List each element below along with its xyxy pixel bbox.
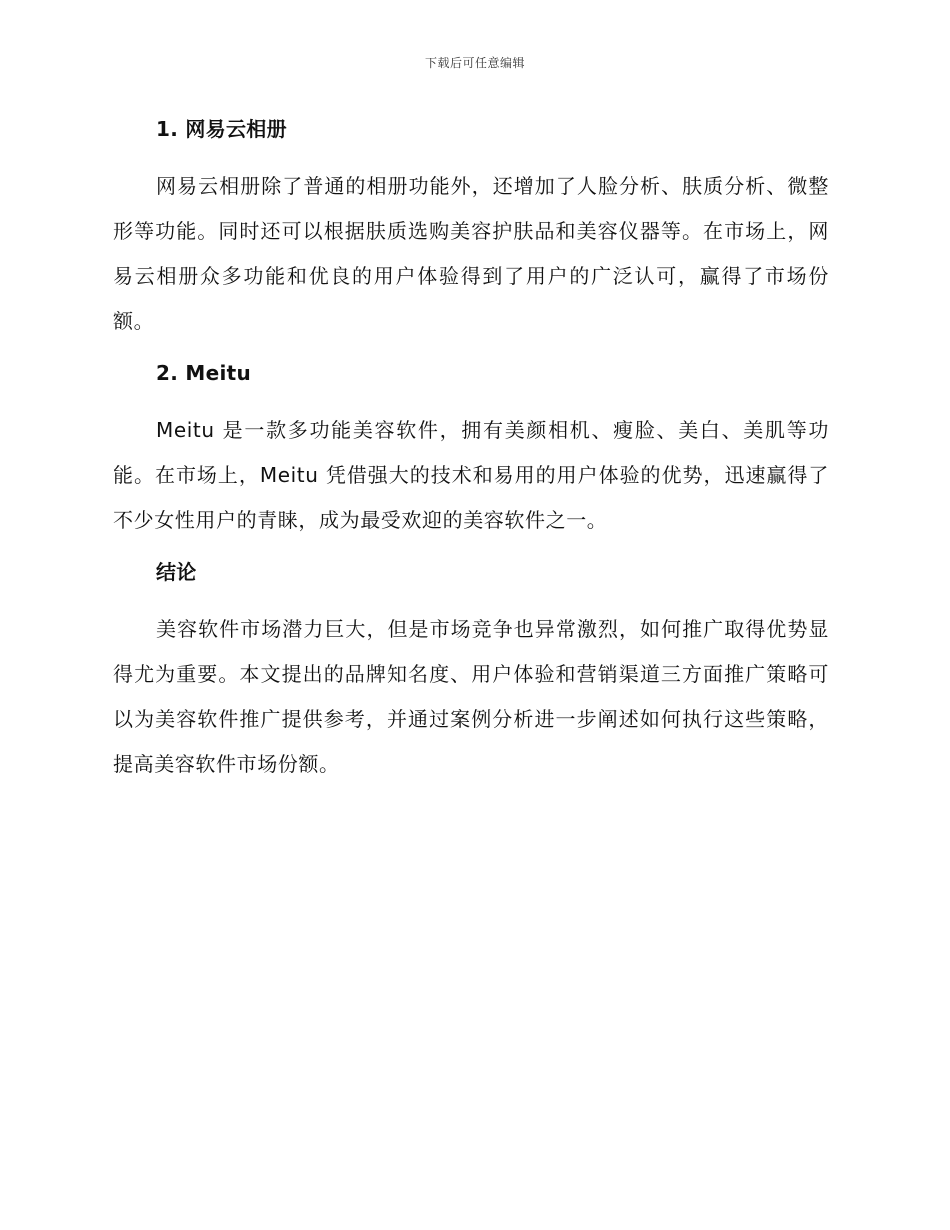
- page-header-note: 下载后可任意编辑: [424, 56, 525, 70]
- section-heading-conclusion: 结论: [156, 560, 197, 584]
- section-paragraph-meitu: Meitu 是一款多功能美容软件，拥有美颜相机、瘦脸、美白、美肌等功能。在市场上，Meitu 凭借强大的技术和易用的用户体验的优势，迅速赢得了不少女性用户的青睐，成为最受欢迎的美容软件之一。: [113, 418, 829, 532]
- section-paragraph-netease-album: 网易云相册除了普通的相册功能外，还增加了人脸分析、肤质分析、微整形等功能。同时还可以根据肤质选购美容护肤品和美容仪器等。在市场上，网易云相册众多功能和优良的用户体验得到了用户的广泛认可，赢得了市场份额。: [113, 174, 829, 333]
- section-heading-netease-album: 1. 网易云相册: [156, 117, 287, 141]
- document-body: [113, 112, 829, 787]
- section-heading-meitu: 2. Meitu: [156, 361, 251, 385]
- section-paragraph-conclusion: 美容软件市场潜力巨大，但是市场竞争也异常激烈，如何推广取得优势显得尤为重要。本文提出的品牌知名度、用户体验和营销渠道三方面推广策略可以为美容软件推广提供参考，并通过案例分析进一步阐述如何执行这些策略，提高美容软件市场份额。: [113, 617, 829, 776]
